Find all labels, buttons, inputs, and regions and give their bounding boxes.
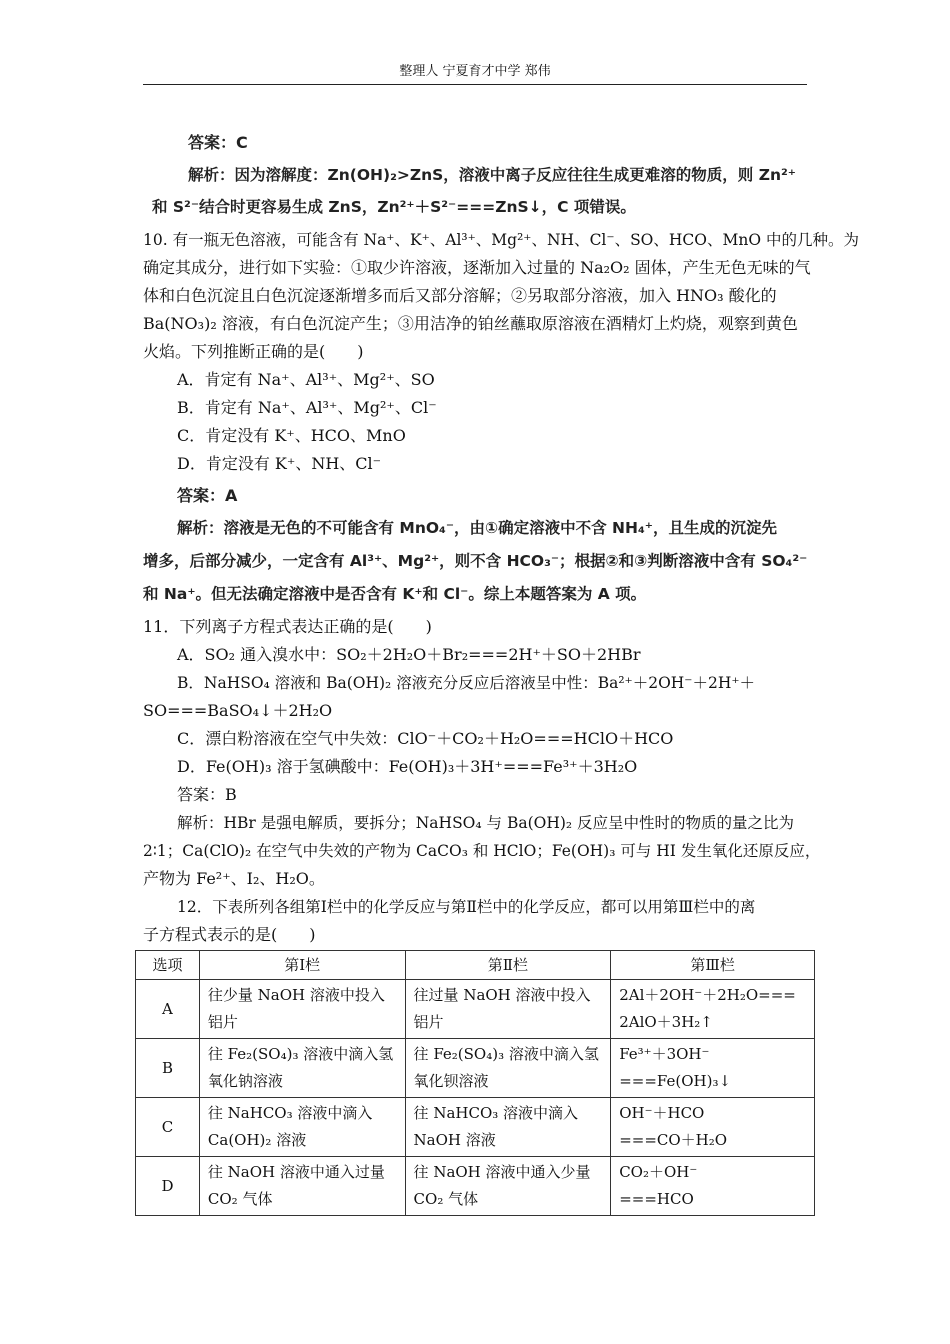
cell-line: ===Fe(OH)₃↓ (619, 1072, 732, 1090)
option-label: B (136, 1039, 200, 1098)
q12-stem-line1: 12．下表所列各组第Ⅰ栏中的化学反应与第Ⅱ栏中的化学反应，都可以用第Ⅲ栏中的离 (177, 898, 756, 916)
column-1-cell (199, 980, 405, 1039)
cell-line: OH⁻＋HCO (619, 1104, 705, 1122)
cell-line: 往少量 NaOH 溶液中投入 (207, 986, 385, 1004)
table-row (136, 1098, 815, 1157)
cell-line: CO₂ 气体 (413, 1190, 479, 1208)
q10-option-b: B．肯定有 Na⁺、Al³⁺、Mg²⁺、Cl⁻ (177, 398, 437, 417)
q11-option-a: A．SO₂ 通入溴水中：SO₂＋2H₂O＋Br₂===2H⁺＋SO＋2HBr (177, 645, 641, 664)
table-row (136, 1157, 815, 1216)
cell-line: CO₂ 气体 (207, 1190, 273, 1208)
q10-option-a: A．肯定有 Na⁺、Al³⁺、Mg²⁺、SO (177, 370, 435, 389)
column-3-cell (611, 1098, 815, 1157)
page-header: 整理人 宁夏育才中学 郑伟 (143, 62, 807, 85)
q9-analysis-line2: 和 S²⁻结合时更容易生成 ZnS，Zn²⁺＋S²⁻===ZnS↓，C 项错误。 (152, 198, 636, 216)
table-row (136, 980, 815, 1039)
cell-line: 往 NaOH 溶液中通入少量 (413, 1163, 591, 1181)
q10-stem-line5: 火焰。下列推断正确的是( ) (143, 342, 364, 361)
cell-line: 往 Fe₂(SO₄)₃ 溶液中滴入氢 (207, 1045, 394, 1063)
q10-option-c: C．肯定没有 K⁺、HCO、MnO (177, 426, 406, 445)
q10-analysis-line3: 和 Na⁺。但无法确定溶液中是否含有 K⁺和 Cl⁻。综上本题答案为 A 项。 (143, 585, 647, 603)
q12-stem-line2: 子方程式表示的是( ) (143, 925, 316, 944)
table-header-column-3: 第Ⅲ栏 (611, 951, 815, 980)
cell-line: Fe³⁺＋3OH⁻ (619, 1045, 710, 1063)
q11-option-b-line1: B．NaHSO₄ 溶液和 Ba(OH)₂ 溶液充分反应后溶液呈中性：Ba²⁺＋2OH⁻＋2H⁺＋ (177, 674, 756, 692)
q11-analysis-line3: 产物为 Fe²⁺、I₂、H₂O。 (143, 869, 325, 888)
q10-stem-line4: Ba(NO₃)₂ 溶液，有白色沉淀产生；③用洁净的铂丝蘸取原溶液在酒精灯上灼烧，观察到黄色 (143, 314, 798, 333)
cell-line: 往 NaHCO₃ 溶液中滴入 (413, 1104, 579, 1122)
q10-analysis-line1: 解析：溶液是无色的不可能含有 MnO₄⁻，由①确定溶液中不含 NH₄⁺，且生成的沉淀先 (177, 519, 777, 537)
q11-answer: 答案：B (177, 785, 237, 804)
cell-line: 2AlO＋3H₂↑ (619, 1013, 713, 1031)
cell-line: Ca(OH)₂ 溶液 (207, 1131, 307, 1149)
cell-line: 2Al＋2OH⁻＋2H₂O=== (619, 986, 796, 1004)
cell-line: 铝片 (413, 1013, 444, 1031)
q10-answer: 答案：A (177, 486, 238, 505)
q10-option-d: D．肯定没有 K⁺、NH、Cl⁻ (177, 454, 382, 473)
q11-option-b-line2: SO===BaSO₄↓＋2H₂O (143, 701, 333, 720)
column-2-cell (405, 1098, 611, 1157)
q11-option-c: C．漂白粉溶液在空气中失效：ClO⁻＋CO₂＋H₂O===HClO＋HCO (177, 729, 674, 748)
q12-options-table (135, 950, 815, 1216)
column-1-cell (199, 1098, 405, 1157)
column-3-cell (611, 980, 815, 1039)
column-2-cell (405, 1157, 611, 1216)
column-3-cell (611, 1039, 815, 1098)
column-2-cell (405, 1039, 611, 1098)
cell-line: 往 Fe₂(SO₄)₃ 溶液中滴入氢 (413, 1045, 599, 1063)
q10-stem-line3: 体和白色沉淀且白色沉淀逐渐增多而后又部分溶解；②另取部分溶液，加入 HNO₃ 酸化的 (143, 286, 777, 305)
q11-analysis-line2: 2∶1；Ca(ClO)₂ 在空气中失效的产物为 CaCO₃ 和 HClO；Fe(OH)₃ 可与 HI 发生氧化还原反应， (143, 842, 821, 860)
cell-line: CO₂＋OH⁻ (619, 1163, 698, 1181)
q9-answer: 答案：C (188, 133, 248, 152)
cell-line: 往 NaHCO₃ 溶液中滴入 (207, 1104, 373, 1122)
column-1-cell (199, 1039, 405, 1098)
cell-line: 往 NaOH 溶液中通入过量 (207, 1163, 385, 1181)
cell-line: 氧化钠溶液 (207, 1072, 283, 1090)
option-label: C (136, 1098, 200, 1157)
column-3-cell (611, 1157, 815, 1216)
table-header-column-1: 第Ⅰ栏 (199, 951, 405, 980)
q11-stem: 11．下列离子方程式表达正确的是( ) (143, 617, 432, 636)
q10-analysis-line2: 增多，后部分减少，一定含有 Al³⁺、Mg²⁺，则不含 HCO₃⁻；根据②和③判断溶液中含有 SO₄²⁻ (143, 552, 808, 570)
table-row (136, 1039, 815, 1098)
q11-analysis-line1: 解析：HBr 是强电解质，要拆分；NaHSO₄ 与 Ba(OH)₂ 反应呈中性时的物质的量之比为 (177, 814, 795, 832)
column-1-cell (199, 1157, 405, 1216)
q9-analysis-line1: 解析：因为溶解度：Zn(OH)₂>ZnS，溶液中离子反应往往生成更难溶的物质，则 Zn²⁺ (188, 166, 796, 184)
cell-line: ===HCO (619, 1190, 694, 1208)
cell-line: 铝片 (207, 1013, 238, 1031)
q11-option-d: D．Fe(OH)₃ 溶于氢碘酸中：Fe(OH)₃＋3H⁺===Fe³⁺＋3H₂O (177, 757, 638, 776)
table-header-option: 选项 (136, 951, 200, 980)
cell-line: 往过量 NaOH 溶液中投入 (413, 986, 591, 1004)
cell-line: 氧化钡溶液 (413, 1072, 489, 1090)
q10-stem-line1: 10. 有一瓶无色溶液，可能含有 Na⁺、K⁺、Al³⁺、Mg²⁺、NH、Cl⁻、SO、HCO、MnO 中的几种。为 (143, 231, 859, 249)
table-header-row (136, 951, 815, 980)
table-header-column-2: 第Ⅱ栏 (405, 951, 611, 980)
cell-line: NaOH 溶液 (413, 1131, 496, 1149)
option-label: A (136, 980, 200, 1039)
option-label: D (136, 1157, 200, 1216)
q10-stem-line2: 确定其成分，进行如下实验：①取少许溶液，逐渐加入过量的 Na₂O₂ 固体，产生无色无味的气 (143, 258, 811, 277)
cell-line: ===CO＋H₂O (619, 1131, 728, 1149)
column-2-cell (405, 980, 611, 1039)
